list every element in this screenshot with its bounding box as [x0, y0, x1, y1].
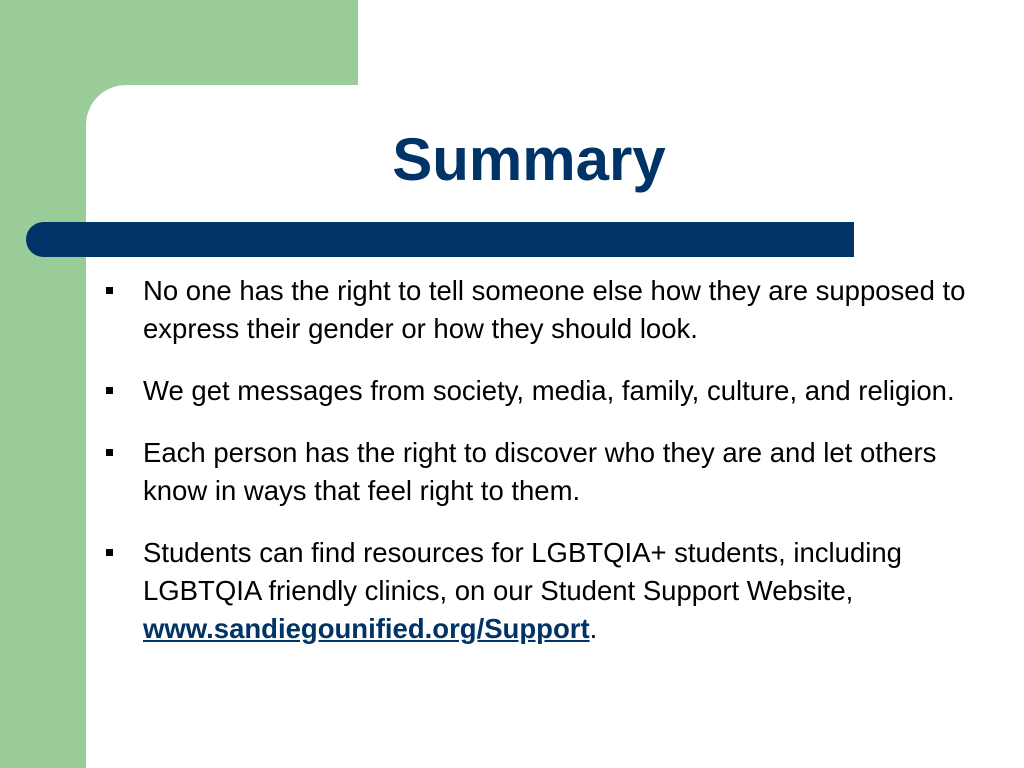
bullet-item-2 [100, 372, 970, 410]
bullet-list [100, 272, 970, 672]
bullet-item-3 [100, 434, 970, 510]
support-website-link[interactable]: www.sandiegounified.org/Support [143, 613, 590, 644]
title-underline-bar [26, 222, 854, 257]
square-bullet-icon [106, 387, 113, 394]
slide-title: Summary [392, 126, 666, 193]
bullet-text: No one has the right to tell someone else how they are supposed to express their gender or how they should look. [143, 275, 966, 344]
square-bullet-icon [106, 549, 113, 556]
bullet-item-1 [100, 272, 970, 348]
bullet-text: Students can find resources for LGBTQIA+ students, including LGBTQIA friendly clinics, on our Student Support Website, [143, 537, 902, 606]
square-bullet-icon [106, 287, 113, 294]
square-bullet-icon [106, 449, 113, 456]
bullet-text-end: . [589, 613, 598, 644]
bullet-item-4 [100, 534, 970, 648]
bullet-text: Each person has the right to discover who they are and let others know in ways that feel right to them. [143, 437, 937, 506]
bullet-text: We get messages from society, media, family, culture, and religion. [143, 375, 955, 406]
white-top-area [358, 0, 1024, 86]
